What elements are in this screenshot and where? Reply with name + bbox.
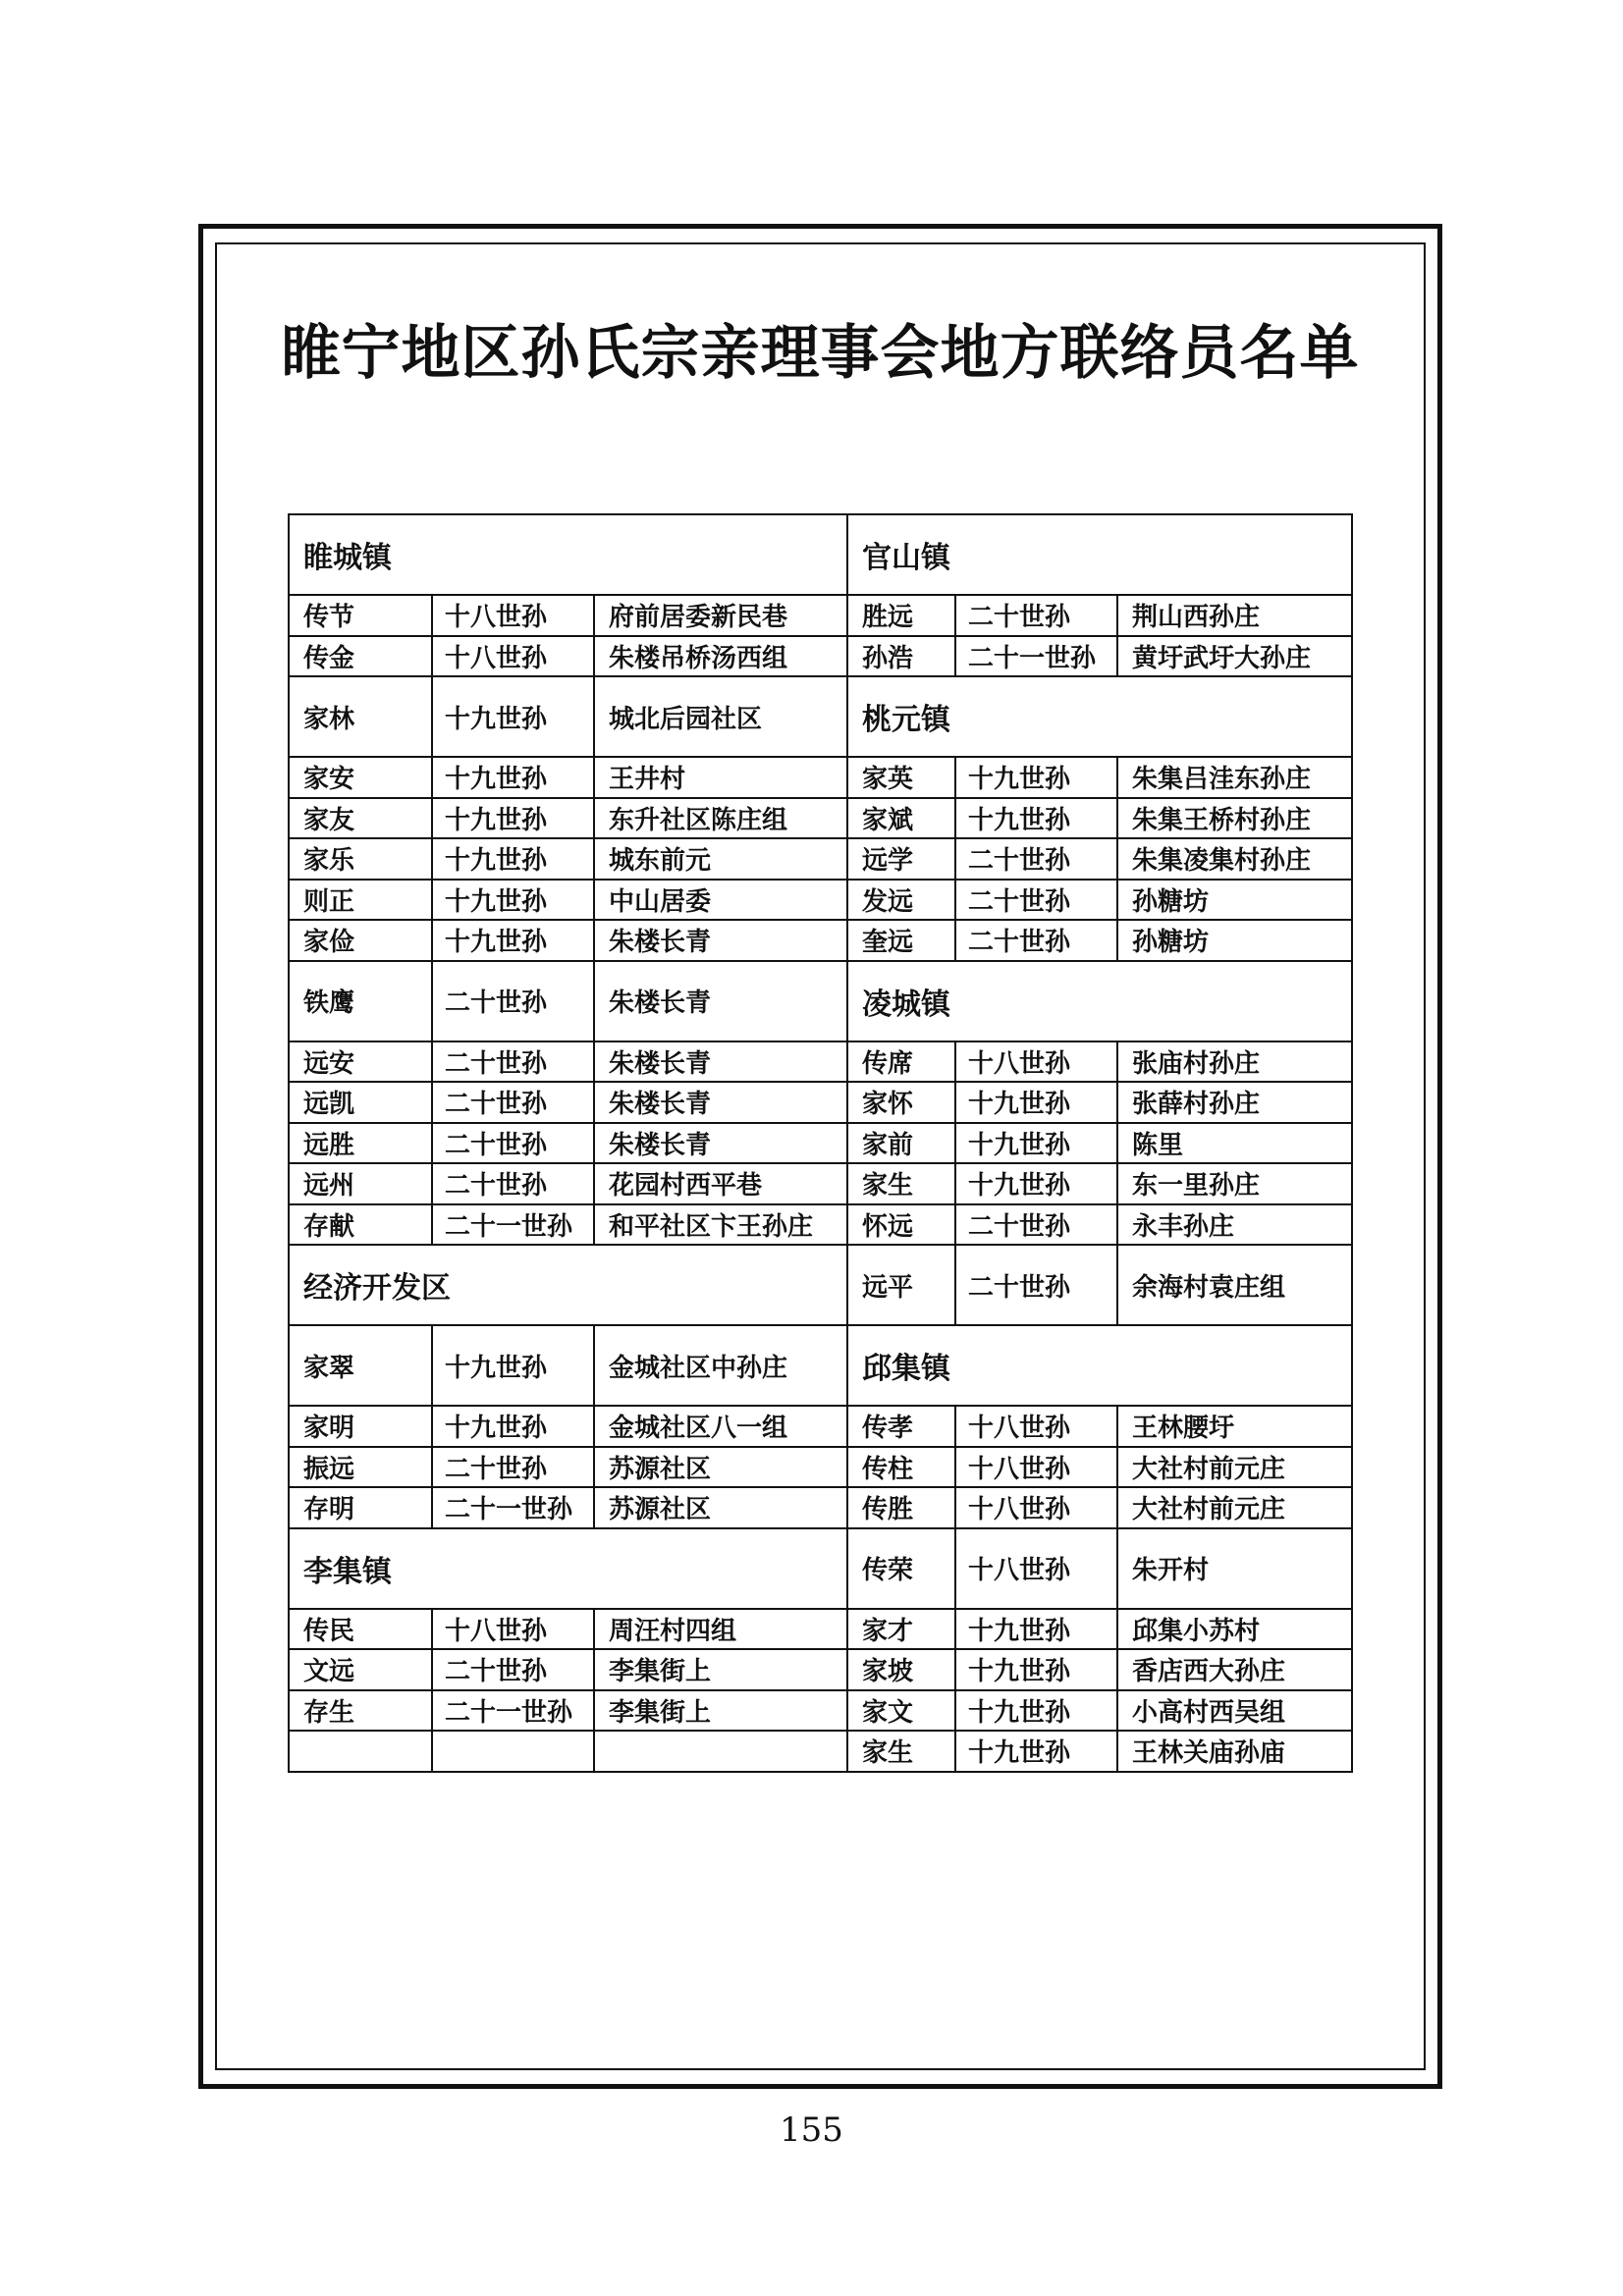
person-name: 家英 bbox=[847, 757, 955, 798]
person-name: 远安 bbox=[289, 1041, 432, 1083]
person-name: 传节 bbox=[289, 595, 432, 636]
table-row bbox=[289, 1447, 1352, 1488]
address: 花园村西平巷 bbox=[594, 1163, 847, 1204]
generation: 十九世孙 bbox=[955, 1690, 1117, 1732]
table-row bbox=[289, 1123, 1352, 1164]
generation: 十八世孙 bbox=[955, 1528, 1117, 1609]
address: 周汪村四组 bbox=[594, 1609, 847, 1650]
address: 陈里 bbox=[1117, 1123, 1352, 1164]
address: 中山居委 bbox=[594, 880, 847, 921]
page-number: 155 bbox=[780, 2110, 843, 2150]
address: 黄圩武圩大孙庄 bbox=[1117, 636, 1352, 677]
address: 张薛村孙庄 bbox=[1117, 1082, 1352, 1123]
person-name: 存明 bbox=[289, 1487, 432, 1528]
generation: 十九世孙 bbox=[432, 1406, 594, 1447]
person-name: 振远 bbox=[289, 1447, 432, 1488]
address: 小高村西吴组 bbox=[1117, 1690, 1352, 1732]
address: 朱楼长青 bbox=[594, 961, 847, 1041]
person-name: 家乐 bbox=[289, 838, 432, 880]
person-name: 孙浩 bbox=[847, 636, 955, 677]
generation: 十九世孙 bbox=[955, 798, 1117, 839]
section-name: 李集镇 bbox=[289, 1528, 847, 1609]
address: 王林关庙孙庙 bbox=[1117, 1731, 1352, 1772]
address: 孙糖坊 bbox=[1117, 880, 1352, 921]
address bbox=[594, 1731, 847, 1772]
address: 城东前元 bbox=[594, 838, 847, 880]
person-name: 传胜 bbox=[847, 1487, 955, 1528]
address: 朱楼长青 bbox=[594, 1082, 847, 1123]
person-name: 家友 bbox=[289, 798, 432, 839]
address: 李集街上 bbox=[594, 1690, 847, 1732]
person-name: 传荣 bbox=[847, 1528, 955, 1609]
person-name: 铁鹰 bbox=[289, 961, 432, 1041]
address: 孙糖坊 bbox=[1117, 920, 1352, 961]
generation: 十九世孙 bbox=[955, 1609, 1117, 1650]
table-row bbox=[289, 798, 1352, 839]
generation: 二十世孙 bbox=[432, 1041, 594, 1083]
address: 城北后园社区 bbox=[594, 676, 847, 757]
generation: 十九世孙 bbox=[432, 1325, 594, 1406]
generation: 十九世孙 bbox=[955, 1163, 1117, 1204]
person-name: 存生 bbox=[289, 1690, 432, 1732]
address: 余海村袁庄组 bbox=[1117, 1245, 1352, 1325]
generation: 二十世孙 bbox=[432, 1163, 594, 1204]
section-name: 凌城镇 bbox=[847, 961, 1352, 1041]
person-name: 远平 bbox=[847, 1245, 955, 1325]
table-row bbox=[289, 595, 1352, 636]
address: 荆山西孙庄 bbox=[1117, 595, 1352, 636]
address: 朱集王桥村孙庄 bbox=[1117, 798, 1352, 839]
table-row bbox=[289, 1649, 1352, 1690]
person-name: 远胜 bbox=[289, 1123, 432, 1164]
person-name: 怀远 bbox=[847, 1204, 955, 1246]
person-name: 家前 bbox=[847, 1123, 955, 1164]
address: 大社村前元庄 bbox=[1117, 1487, 1352, 1528]
generation: 十九世孙 bbox=[432, 880, 594, 921]
table-row bbox=[289, 880, 1352, 921]
generation: 二十世孙 bbox=[955, 595, 1117, 636]
liaison-roster-table bbox=[288, 513, 1353, 1773]
address: 朱楼长青 bbox=[594, 1041, 847, 1083]
table-row bbox=[289, 757, 1352, 798]
table-row bbox=[289, 1487, 1352, 1528]
address: 香店西大孙庄 bbox=[1117, 1649, 1352, 1690]
table-row bbox=[289, 676, 1352, 757]
table-row bbox=[289, 1245, 1352, 1325]
address: 邱集小苏村 bbox=[1117, 1609, 1352, 1650]
generation: 十八世孙 bbox=[432, 595, 594, 636]
table-row bbox=[289, 961, 1352, 1041]
generation: 十九世孙 bbox=[432, 757, 594, 798]
generation: 十九世孙 bbox=[432, 798, 594, 839]
address: 王井村 bbox=[594, 757, 847, 798]
generation: 十八世孙 bbox=[955, 1406, 1117, 1447]
address: 永丰孙庄 bbox=[1117, 1204, 1352, 1246]
person-name: 家翠 bbox=[289, 1325, 432, 1406]
address: 朱集凌集村孙庄 bbox=[1117, 838, 1352, 880]
generation: 二十世孙 bbox=[955, 1245, 1117, 1325]
generation: 十九世孙 bbox=[955, 757, 1117, 798]
table-row bbox=[289, 1325, 1352, 1406]
generation: 十九世孙 bbox=[955, 1731, 1117, 1772]
address: 苏源社区 bbox=[594, 1447, 847, 1488]
generation: 二十世孙 bbox=[432, 961, 594, 1041]
generation: 二十世孙 bbox=[955, 1204, 1117, 1246]
generation: 十九世孙 bbox=[432, 920, 594, 961]
generation: 二十世孙 bbox=[432, 1649, 594, 1690]
person-name: 存献 bbox=[289, 1204, 432, 1246]
table-row bbox=[289, 1731, 1352, 1772]
person-name: 家安 bbox=[289, 757, 432, 798]
generation: 二十一世孙 bbox=[432, 1204, 594, 1246]
table-row bbox=[289, 838, 1352, 880]
section-name: 经济开发区 bbox=[289, 1245, 847, 1325]
address: 东升社区陈庄组 bbox=[594, 798, 847, 839]
person-name: 家俭 bbox=[289, 920, 432, 961]
person-name: 家怀 bbox=[847, 1082, 955, 1123]
address: 东一里孙庄 bbox=[1117, 1163, 1352, 1204]
person-name: 则正 bbox=[289, 880, 432, 921]
address: 王林腰圩 bbox=[1117, 1406, 1352, 1447]
person-name: 奎远 bbox=[847, 920, 955, 961]
section-name: 官山镇 bbox=[847, 514, 1352, 595]
address: 张庙村孙庄 bbox=[1117, 1041, 1352, 1083]
generation: 二十一世孙 bbox=[432, 1690, 594, 1732]
table-row bbox=[289, 636, 1352, 677]
person-name bbox=[289, 1731, 432, 1772]
generation: 二十世孙 bbox=[955, 880, 1117, 921]
address: 朱楼长青 bbox=[594, 1123, 847, 1164]
address: 金城社区八一组 bbox=[594, 1406, 847, 1447]
generation: 二十世孙 bbox=[432, 1082, 594, 1123]
section-name: 桃元镇 bbox=[847, 676, 1352, 757]
address: 苏源社区 bbox=[594, 1487, 847, 1528]
generation: 十八世孙 bbox=[955, 1487, 1117, 1528]
person-name: 发远 bbox=[847, 880, 955, 921]
person-name: 远凯 bbox=[289, 1082, 432, 1123]
generation: 十八世孙 bbox=[955, 1447, 1117, 1488]
person-name: 传席 bbox=[847, 1041, 955, 1083]
generation: 十八世孙 bbox=[432, 636, 594, 677]
table-row bbox=[289, 1690, 1352, 1732]
person-name: 文远 bbox=[289, 1649, 432, 1690]
person-name: 远学 bbox=[847, 838, 955, 880]
generation: 十九世孙 bbox=[955, 1649, 1117, 1690]
generation: 二十世孙 bbox=[432, 1447, 594, 1488]
person-name: 家生 bbox=[847, 1731, 955, 1772]
generation: 二十世孙 bbox=[955, 838, 1117, 880]
address: 府前居委新民巷 bbox=[594, 595, 847, 636]
generation: 十九世孙 bbox=[955, 1123, 1117, 1164]
generation: 十八世孙 bbox=[955, 1041, 1117, 1083]
table-row bbox=[289, 1406, 1352, 1447]
generation: 二十世孙 bbox=[432, 1123, 594, 1164]
address: 金城社区中孙庄 bbox=[594, 1325, 847, 1406]
person-name: 家文 bbox=[847, 1690, 955, 1732]
generation: 二十世孙 bbox=[955, 920, 1117, 961]
table-row bbox=[289, 920, 1352, 961]
person-name: 传民 bbox=[289, 1609, 432, 1650]
person-name: 家坡 bbox=[847, 1649, 955, 1690]
address: 朱集吕洼东孙庄 bbox=[1117, 757, 1352, 798]
address: 朱楼吊桥汤西组 bbox=[594, 636, 847, 677]
table-row bbox=[289, 1163, 1352, 1204]
address: 大社村前元庄 bbox=[1117, 1447, 1352, 1488]
generation: 十八世孙 bbox=[432, 1609, 594, 1650]
generation bbox=[432, 1731, 594, 1772]
generation: 二十一世孙 bbox=[955, 636, 1117, 677]
person-name: 远州 bbox=[289, 1163, 432, 1204]
address: 李集街上 bbox=[594, 1649, 847, 1690]
person-name: 家才 bbox=[847, 1609, 955, 1650]
section-name: 睢城镇 bbox=[289, 514, 847, 595]
page-title: 睢宁地区孙氏宗亲理事会地方联络员名单 bbox=[281, 319, 1360, 388]
person-name: 传金 bbox=[289, 636, 432, 677]
section-name: 邱集镇 bbox=[847, 1325, 1352, 1406]
section-header-row bbox=[289, 514, 1352, 595]
address: 朱开村 bbox=[1117, 1528, 1352, 1609]
generation: 十九世孙 bbox=[955, 1082, 1117, 1123]
generation: 十九世孙 bbox=[432, 676, 594, 757]
address: 朱楼长青 bbox=[594, 920, 847, 961]
person-name: 家斌 bbox=[847, 798, 955, 839]
table-row bbox=[289, 1041, 1352, 1083]
person-name: 传孝 bbox=[847, 1406, 955, 1447]
table-row bbox=[289, 1609, 1352, 1650]
person-name: 传柱 bbox=[847, 1447, 955, 1488]
table-row bbox=[289, 1204, 1352, 1246]
person-name: 家林 bbox=[289, 676, 432, 757]
generation: 十九世孙 bbox=[432, 838, 594, 880]
person-name: 家生 bbox=[847, 1163, 955, 1204]
person-name: 家明 bbox=[289, 1406, 432, 1447]
table-row bbox=[289, 1082, 1352, 1123]
address: 和平社区卞王孙庄 bbox=[594, 1204, 847, 1246]
person-name: 胜远 bbox=[847, 595, 955, 636]
generation: 二十一世孙 bbox=[432, 1487, 594, 1528]
table-row bbox=[289, 1528, 1352, 1609]
